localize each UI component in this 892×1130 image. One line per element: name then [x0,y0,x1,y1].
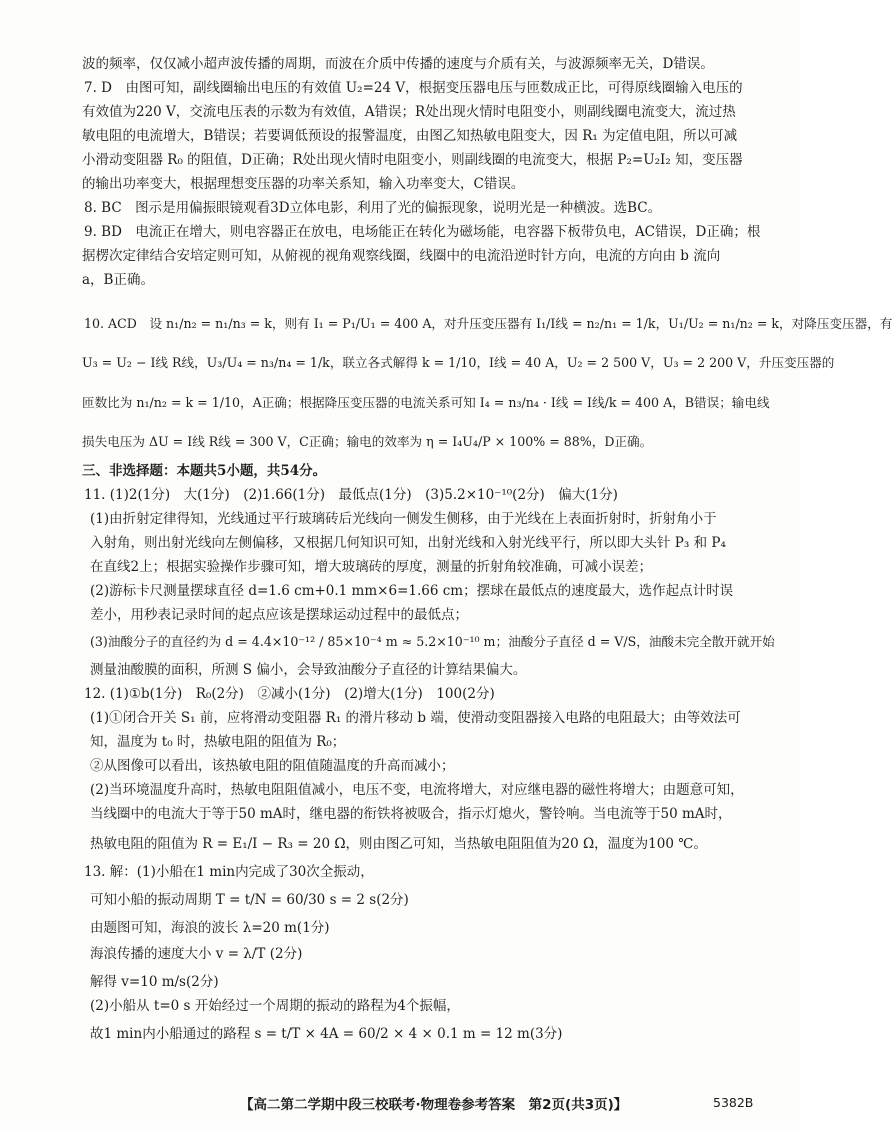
text-line: 当线圈中的电流大于等于50 mA时，继电器的衔铁将被吸合，指示灯熄火，警铃响。当电流等于50 mA时， [90,806,732,822]
text-line: 差小，用秒表记录时间的起点应该是摆球运动过程中的最低点； [90,607,468,623]
document-code: 5382B [713,1095,754,1110]
text-line: (1)①闭合开关 S₁ 前，应将滑动变阻器 R₁ 的滑片移动 b 端，使滑动变阻器接入电路的电阻最大；由等效法可 [90,710,741,726]
text-line: U₃ = U₂ − I线 R线，U₃/U₄ = n₃/n₄ = 1/k，联立各式解得 k = 1/10，I线 = 40 A，U₂ = 2 500 V，U₃ = 2 200 V，升压变压器的 [82,355,835,370]
text-line: (2)当环境温度升高时，热敏电阻阻值减小，电压不变，电流将增大，对应继电器的磁性将增大；由题意可知， [90,782,744,798]
text-line: 10. ACD 设 n₁/n₂ = n₁/n₃ = k，则有 I₁ = P₁/U₁ = 400 A，对升压变压器有 I₁/I线 = n₂/n₁ = 1/k，U₁/U₂ = n₁/n₂ = k，对降压变压器，有 [84,316,892,331]
text-line: 可知小船的振动周期 T = t/N = 60/30 s = 2 s(2分) [90,892,409,908]
text-line: 知，温度为 t₀ 时，热敏电阻的阻值为 R₀； [90,734,346,750]
text-line: 波的频率，仅仅减小超声波传播的周期，而波在介质中传播的速度与介质有关，与波源频率无关，D错误。 [82,56,714,72]
text-line: 11. (1)2(1分) 大(1分) (2)1.66(1分) 最低点(1分) (3)5.2×10⁻¹⁰(2分) 偏大(1分) [84,487,618,503]
text-line: 解得 v=10 m/s(2分) [90,974,219,990]
text-line: 8. BC 图示是用偏振眼镜观看3D立体电影，利用了光的偏振现象，说明光是一种横波。选BC。 [84,200,662,216]
text-line: 由题图可知，海浪的波长 λ=20 m(1分) [90,920,330,936]
text-line: 敏电阻的电流增大，B错误；若要调低预设的报警温度，由图乙知热敏电阻变大，因 R₁ 为定值电阻，所以可减 [82,128,738,144]
text-line: 的输出功率变大，根据理想变压器的功率关系知，输入功率变大，C错误。 [82,176,525,192]
text-line: 匝数比为 n₁/n₂ = k = 1/10，A正确；根据降压变压器的电流关系可知 I₄ = n₃/n₄ · I线 = I线/k = 400 A，B错误；输电线 [82,395,770,410]
section-heading: 三、非选择题：本题共5小题，共54分。 [82,463,327,479]
text-line: (2)小船从 t=0 s 开始经过一个周期的振动的路程为4个振幅， [90,998,460,1014]
text-line: (3)油酸分子的直径约为 d = 4.4×10⁻¹² / 85×10⁻⁴ m ≈ 5.2×10⁻¹⁰ m；油酸分子直径 d = V/S，油酸未完全散开就开始 [90,634,775,649]
text-line: 9. BD 电流正在增大，则电容器正在放电，电场能正在转化为磁场能，电容器下板带负电，AC错误，D正确；根 [84,224,761,240]
text-line: 据楞次定律结合安培定则可知，从俯视的视角观察线圈，线圈中的电流沿逆时针方向，电流的方向由 b 流向 [82,248,721,264]
text-line: 13. 解：(1)小船在1 min内完成了30次全振动， [84,864,374,880]
text-line: a，B正确。 [82,272,154,288]
text-line: 7. D 由图可知，副线圈输出电压的有效值 U₂=24 V，根据变压器电压与匝数成正比，可得原线圈输入电压的 [84,80,743,96]
text-line: 故1 min内小船通过的路程 s = t/T × 4A = 60/2 × 4 × 0.1 m = 12 m(3分) [90,1026,563,1042]
text-line: (2)游标卡尺测量摆球直径 d=1.6 cm+0.1 mm×6=1.66 cm；摆球在最低点的速度最大，选作起点计时误 [90,583,734,599]
text-line: 损失电压为 ΔU = I线 R线 = 300 V，C正确；输电的效率为 η = I₄U₄/P × 100% = 88%，D正确。 [82,434,653,449]
text-line: 小滑动变阻器 R₀ 的阻值，D正确；R处出现火情时电阻变小，则副线圈的电流变大，根据 P₂=U₂I₂ 知，变压器 [82,152,743,168]
text-line: 有效值为220 V，交流电压表的示数为有效值，A错误；R处出现火情时电阻变小，则副线圈电流变大，流过热 [82,104,736,120]
text-line: 热敏电阻的阻值为 R = E₁/I − R₃ = 20 Ω，则由图乙可知，当热敏电阻阻值为20 Ω，温度为100 ℃。 [90,836,707,852]
text-line: (1)由折射定律得知，光线通过平行玻璃砖后光线向一侧发生侧移，由于光线在上表面折射时，折射角小于 [90,511,717,527]
text-line: 入射角，则出射光线向左侧偏移，又根据几何知识可知，出射光线和入射光线平行，所以即大头针 P₃ 和 P₄ [90,535,726,551]
text-line: ②从图像可以看出，该热敏电阻的阻值随温度的升高而减小； [90,758,455,774]
page-footer: 【高二第二学期中段三校联考·物理卷参考答案 第2页(共3页)】 [240,1097,628,1113]
text-line: 12. (1)①b(1分) R₀(2分) ②减小(1分) (2)增大(1分) 100(2分) [84,686,495,702]
text-line: 海浪传播的速度大小 v = λ/T (2分) [90,946,303,962]
text-line: 在直线2上；根据实验操作步骤可知，增大玻璃砖的厚度，测量的折射角较准确，可减小误差； [90,559,653,575]
text-line: 测量油酸膜的面积，所测 S 偏小，会导致油酸分子直径的计算结果偏大。 [90,662,527,678]
